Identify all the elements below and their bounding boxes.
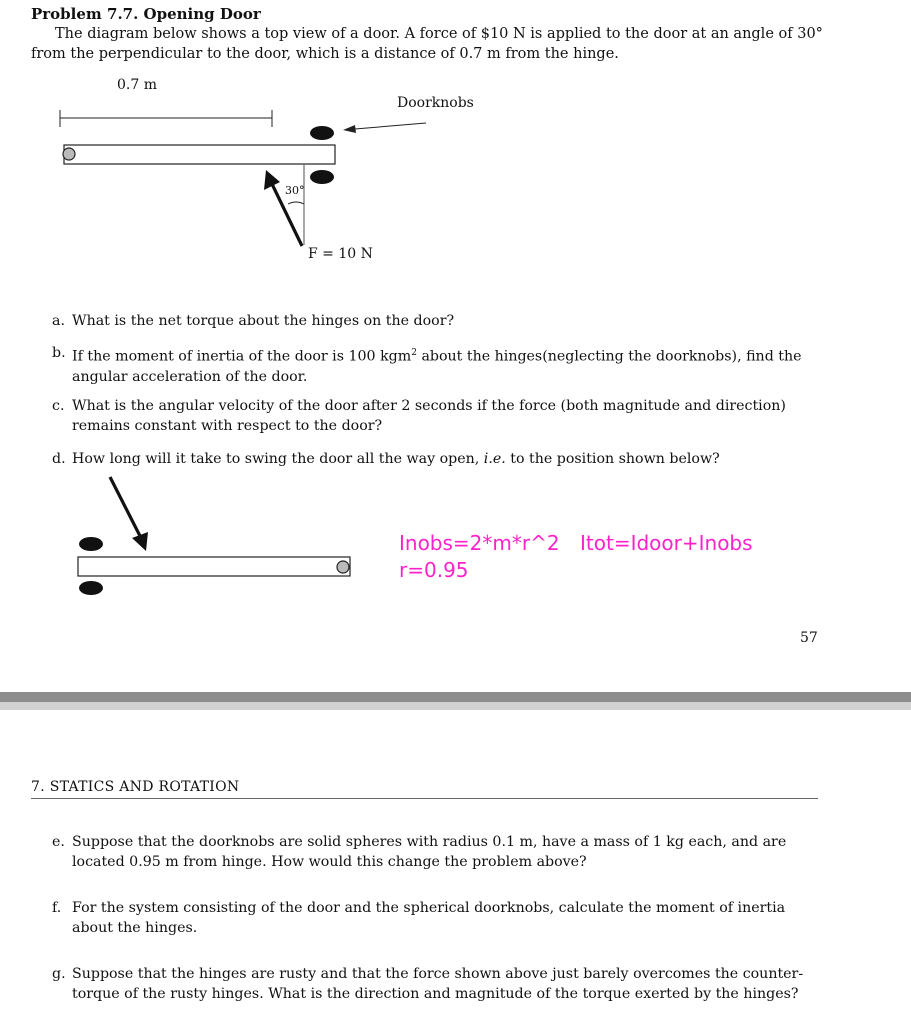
force-arrow (264, 170, 302, 246)
chapter-header: 7. STATICS AND ROTATION (31, 779, 240, 795)
note-itot: Itot=Idoor+Inobs (580, 531, 753, 555)
header-rule (31, 798, 818, 799)
question-f: f. For the system consisting of the door and the spherical doorknobs, calculate the moment of inertia about the hinges. (52, 900, 786, 936)
hinge-open-icon (337, 561, 349, 573)
note-radius: r=0.95 (399, 558, 469, 582)
question-e: e. Suppose that the doorknobs are solid spheres with radius 0.1 m, have a mass of 1 kg each, and are located 0.95 m from hinge. How would this change the problem above? (52, 834, 787, 870)
question-a: a. What is the net torque about the hinges on the door? (52, 313, 455, 329)
question-d: d. How long will it take to swing the door all the way open, i.e. to the position shown below? (52, 451, 720, 467)
doorknobs-label: Doorknobs (397, 95, 474, 111)
question-c: c. What is the angular velocity of the door after 2 seconds if the force (both magnitude and direction) remains constant with respect to the door? (52, 398, 786, 434)
page-number: 57 (800, 630, 818, 646)
angle-arc (288, 202, 304, 204)
problem-intro: The diagram below shows a top view of a door. A force of $10 N is applied to the door at an angle of 30° from the perpendicular to the door, which is a distance of 0.7 m from the hinge. (31, 26, 823, 62)
problem-title: Problem 7.7. Opening Door (31, 5, 261, 23)
door-panel-open (78, 557, 350, 576)
note-inobs: Inobs=2*m*r^2 (399, 531, 560, 555)
page-break-dark (0, 692, 911, 702)
door-panel (64, 145, 335, 164)
hinge-icon (63, 148, 75, 160)
door-diagram-closed (0, 0, 911, 300)
angle-label: 30° (285, 184, 305, 197)
doorknob-bottom-open-icon (79, 581, 103, 595)
question-g: g. Suppose that the hinges are rusty and that the force shown above just barely overcomes the counter-torque of the rusty hinges. What is the direction and magnitude of the torque exerted by the hinges? (52, 966, 804, 1002)
force-arrow-open (110, 477, 148, 551)
doorknob-top-icon (310, 126, 334, 140)
distance-dimension-line (60, 110, 272, 127)
distance-label: 0.7 m (117, 77, 157, 93)
doorknobs-pointer-arrow (343, 123, 426, 133)
force-label: F = 10 N (308, 246, 373, 262)
doorknob-top-open-icon (79, 537, 103, 551)
page-break-light (0, 702, 911, 710)
question-b: b. If the moment of inertia of the door is 100 kgm$^2$ about the hinges(neglecting the doorknobs), find the angular acceleration of the door. (52, 345, 802, 385)
doorknob-bottom-icon (310, 170, 334, 184)
